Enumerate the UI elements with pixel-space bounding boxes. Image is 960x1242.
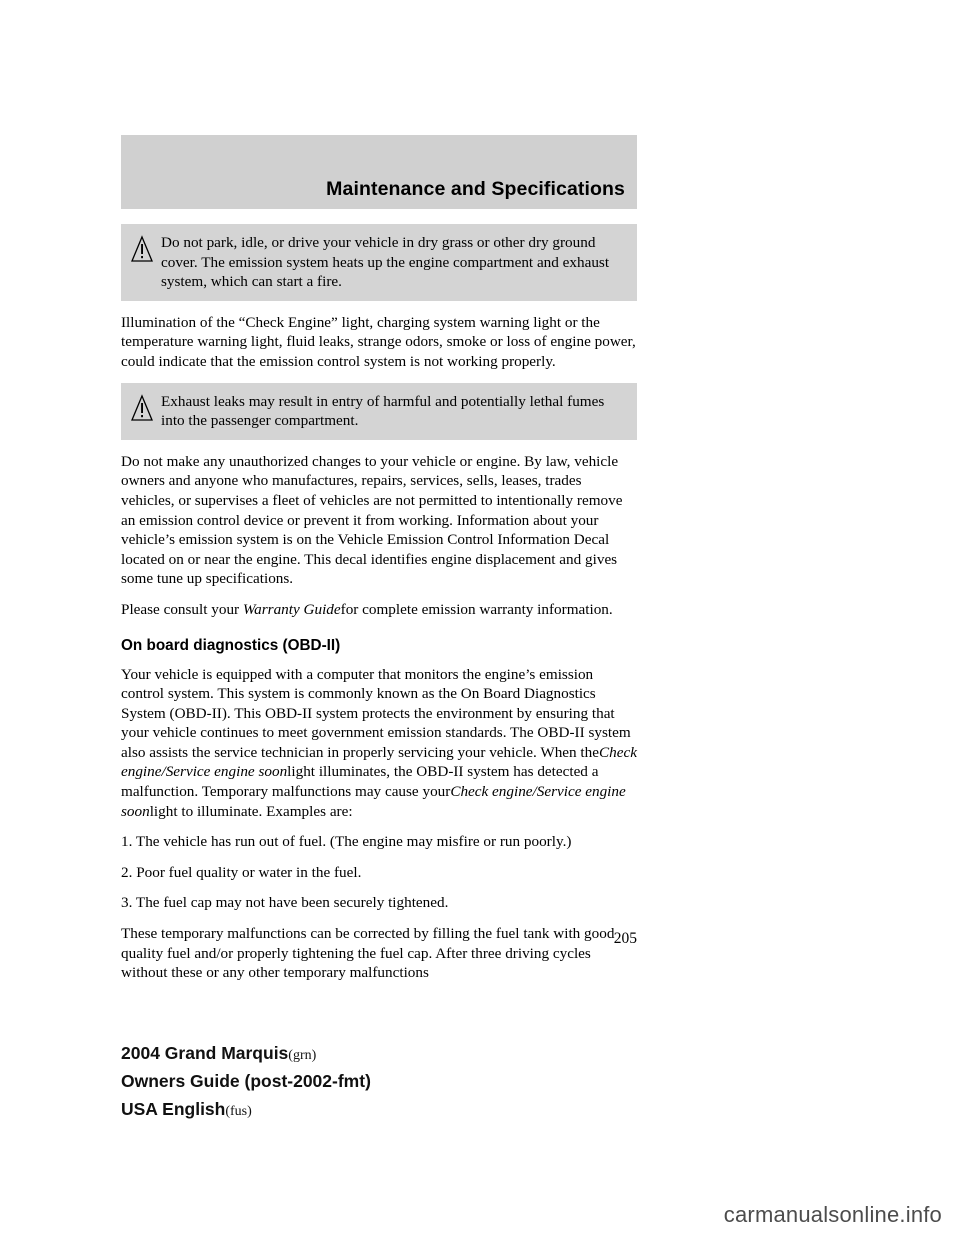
obd-text-c: light to illuminate. Examples are: bbox=[149, 802, 353, 820]
warranty-guide-title: Warranty Guide bbox=[242, 600, 341, 618]
warning-text-1: Do not park, idle, or drive your vehicle in dry grass or other dry ground cover. The emission system heats up the engine compartment and exhaust system, which can start a fire. bbox=[161, 234, 610, 291]
obd-text-a: Your vehicle is equipped with a computer that monitors the engine’s emission control system. This system is commonly known as the On Board Diagnostics System (OBD-II). This OBD-II system protects the environment by ensuring that your vehicle continues to meet government emission standards. The OBD-II system also assists the service technician in properly servicing your vehicle. When the bbox=[121, 665, 631, 761]
footer-line-language bbox=[121, 1099, 681, 1120]
paragraph-obd-intro bbox=[121, 665, 637, 822]
obd-italic-1: Check engine/Service engine soon bbox=[121, 743, 637, 781]
warning-text-2: Exhaust leaks may result in entry of harmful and potentially lethal fumes into the passenger compartment. bbox=[161, 392, 605, 430]
page-content bbox=[121, 224, 637, 994]
footer-language-name: USA English bbox=[121, 1099, 226, 1119]
paragraph-illumination: Illumination of the “Check Engine” light, charging system warning light or the temperature warning light, fluid leaks, strange odors, smoke or loss of engine power, could indicate that the emission control system is not working properly. bbox=[121, 313, 636, 370]
warning-triangle-icon bbox=[131, 235, 153, 265]
footer-guide-name: Owners Guide (post-2002-fmt) bbox=[121, 1071, 371, 1091]
footer-language-tag: (fus) bbox=[225, 1104, 252, 1119]
footer-model-tag: (grn) bbox=[288, 1048, 317, 1063]
obd-text-b: light illuminates, the OBD-II system has detected a malfunction. Temporary malfunctions may cause your bbox=[121, 763, 599, 801]
warning-triangle-icon bbox=[131, 394, 153, 424]
footer-line-guide bbox=[121, 1071, 681, 1092]
list-item: 3. The fuel cap may not have been securely tightened. bbox=[121, 894, 449, 912]
warranty-pre-text: Please consult your bbox=[121, 600, 240, 618]
list-item: 1. The vehicle has run out of fuel. (The engine may misfire or run poorly.) bbox=[121, 833, 572, 851]
list-item: 2. Poor fuel quality or water in the fuel. bbox=[121, 863, 362, 881]
paragraph-temporary-malfunctions: These temporary malfunctions can be corrected by filling the fuel tank with good quality fuel and/or properly tightening the fuel cap. After three driving cycles without these or any other temporary malfunctions bbox=[121, 925, 615, 982]
section-heading-obd: On board diagnostics (OBD-II) bbox=[121, 636, 341, 654]
warning-box-1 bbox=[121, 224, 637, 301]
obd-italic-2: Check engine/Service engine soon bbox=[121, 783, 626, 820]
page-title: Maintenance and Specifications bbox=[326, 178, 625, 200]
footer-line-model bbox=[121, 1043, 681, 1064]
warranty-post-text: for complete emission warranty information. bbox=[340, 600, 613, 618]
site-watermark: carmanualsonline.info bbox=[723, 1202, 942, 1227]
footer-model-name: 2004 Grand Marquis bbox=[121, 1043, 289, 1063]
paragraph-unauthorized-changes: Do not make any unauthorized changes to your vehicle or engine. By law, vehicle owners and anyone who manufactures, repairs, services, sells, leases, trades vehicles, or supervises a fleet of vehicles are not permitted to intentionally remove an emission control device or prevent it from working. Information about your vehicle’s emission system is on the Vehicle Emission Control Information Decal located on or near the engine. This decal identifies engine displacement and gives some tune up specifications. bbox=[121, 452, 623, 588]
page-number: 205 bbox=[613, 930, 637, 947]
document-footer bbox=[121, 1043, 681, 1127]
warning-box-2 bbox=[121, 383, 637, 440]
paragraph-warranty-guide bbox=[121, 600, 637, 620]
